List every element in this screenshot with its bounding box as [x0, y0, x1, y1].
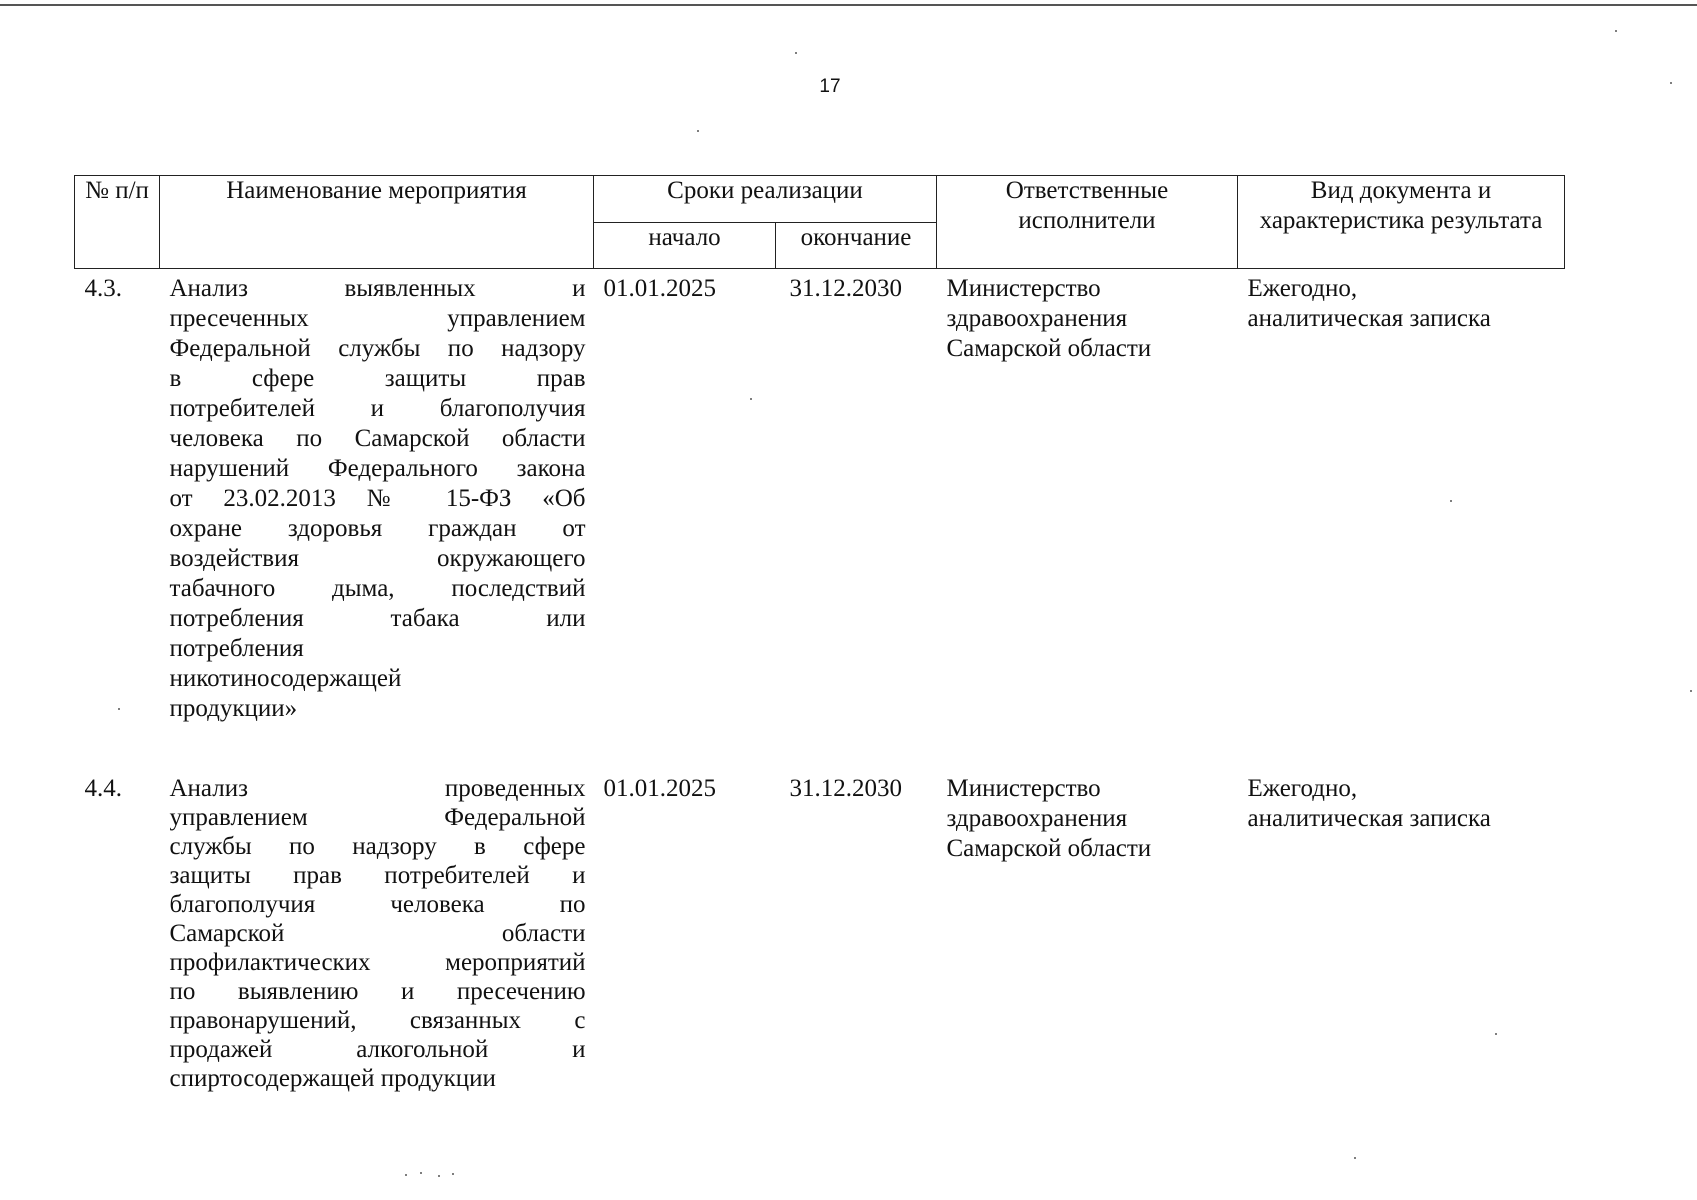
responsible-line: Министерство [946, 775, 1101, 802]
activities-table [74, 175, 1565, 1093]
doc-line: аналитическая записка [1247, 305, 1491, 332]
doc-line: Ежегодно, [1247, 775, 1358, 802]
name-line: Анализ проведенных [169, 775, 586, 802]
responsible-line: здравоохранения [946, 305, 1128, 332]
name-line: табачного дыма, последствий [169, 575, 586, 602]
name-line: потребления [169, 635, 304, 662]
name-line: продукции» [169, 695, 298, 722]
row-responsible [937, 269, 1238, 775]
scan-speck [1690, 690, 1692, 692]
name-line: никотиносодержащей [169, 665, 402, 692]
responsible-line: Министерство [946, 275, 1101, 302]
name-line: спиртосодержащей продукции [169, 1065, 496, 1092]
header-name: Наименование мероприятия [160, 176, 594, 269]
name-line: управлением Федеральной [169, 804, 586, 831]
scan-speck [452, 1173, 454, 1175]
responsible-line: Самарской области [946, 835, 1152, 862]
name-line: нарушений Федерального закона [169, 455, 586, 482]
row-name [160, 269, 594, 775]
name-line: воздействия окружающего [169, 545, 586, 572]
name-line: Анализ выявленных и [169, 275, 586, 302]
page-number: 17 [819, 76, 841, 97]
table-header [75, 176, 1565, 269]
name-line: службы по надзору в сфере [169, 833, 586, 860]
scan-speck [697, 130, 699, 132]
scan-speck [405, 1174, 407, 1176]
row-num: 4.3. [84, 275, 122, 302]
name-line: по выявлению и пресечению [169, 978, 586, 1005]
scan-speck [420, 1172, 422, 1174]
header-period: Сроки реализации [594, 176, 937, 223]
name-line: защиты прав потребителей и [169, 862, 586, 889]
header-num: № п/п [75, 176, 160, 269]
row-start-date: 01.01.2025 [603, 775, 716, 802]
name-line: в сфере защиты прав [169, 365, 586, 392]
name-line: потребления табака или [169, 605, 586, 632]
header-doc: Вид документа и характеристика результата [1238, 176, 1565, 269]
doc-line: Ежегодно, [1247, 275, 1358, 302]
header-end: окончание [776, 222, 937, 269]
name-line: правонарушений, связанных с [169, 1007, 586, 1034]
scan-speck [438, 1175, 440, 1177]
header-start: начало [594, 222, 776, 269]
scan-speck [1615, 30, 1617, 32]
responsible-line: Самарской области [946, 335, 1152, 362]
top-rule [0, 4, 1697, 6]
header-responsible: Ответственные исполнители [937, 176, 1238, 269]
table-row [75, 269, 1565, 775]
name-line: от 23.02.2013 № 15-ФЗ «Об [169, 485, 586, 512]
row-end-date: 31.12.2030 [789, 275, 902, 302]
responsible-line: здравоохранения [946, 805, 1128, 832]
scan-speck [1670, 82, 1672, 84]
row-num: 4.4. [84, 775, 122, 802]
name-line: продажей алкогольной и [169, 1036, 586, 1063]
doc-line: аналитическая записка [1247, 805, 1491, 832]
row-doc [1238, 269, 1565, 775]
row-doc [1238, 774, 1565, 1093]
scan-speck [1450, 500, 1452, 502]
scan-speck [1495, 1033, 1497, 1035]
scan-speck [795, 52, 797, 54]
row-start-date: 01.01.2025 [603, 275, 716, 302]
name-line: пресеченных управлением [169, 305, 586, 332]
name-line: Федеральной службы по надзору [169, 335, 586, 362]
name-line: охране здоровья граждан от [169, 515, 586, 542]
table-row [75, 774, 1565, 1093]
name-line: человека по Самарской области [169, 425, 586, 452]
scan-speck [750, 398, 752, 400]
name-line: благополучия человека по [169, 891, 586, 918]
row-responsible [937, 774, 1238, 1093]
row-name [160, 774, 594, 1093]
row-end-date: 31.12.2030 [789, 775, 902, 802]
scan-speck [118, 708, 120, 710]
name-line: Самарской области [169, 920, 586, 947]
name-line: профилактических мероприятий [169, 949, 586, 976]
name-line: потребителей и благополучия [169, 395, 586, 422]
scan-speck [1354, 1157, 1356, 1159]
